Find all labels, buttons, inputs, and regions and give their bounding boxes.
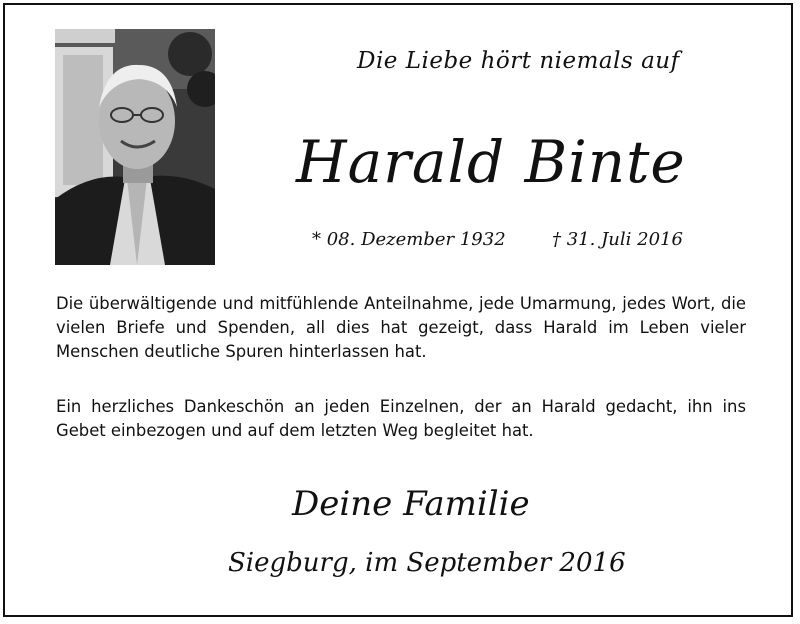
birth-date: * 08. Dezember 1932 xyxy=(312,229,506,250)
death-date: † 31. Juli 2016 xyxy=(552,229,683,250)
thanks-paragraph-2: Ein herzliches Dankeschön an jeden Einzelnen, der an Harald gedacht, ihn ins Gebet einbezogen und auf dem letzten Weg begleitet hat. xyxy=(56,397,746,440)
motto: Die Liebe hört niemals auf xyxy=(357,48,680,74)
thanks-paragraph-1: Die überwältigende und mitfühlende Anteilnahme, jede Umarmung, jedes Wort, die vielen Briefe und Spenden, all dies hat gezeigt, dass Harald im Leben vieler Menschen deutliche Spuren hinterlassen hat. xyxy=(56,294,746,361)
signature: Deine Familie xyxy=(292,484,530,524)
portrait-photo xyxy=(55,29,215,265)
place-and-date: Siegburg, im September 2016 xyxy=(228,548,626,578)
deceased-name: Harald Binte xyxy=(296,128,686,196)
